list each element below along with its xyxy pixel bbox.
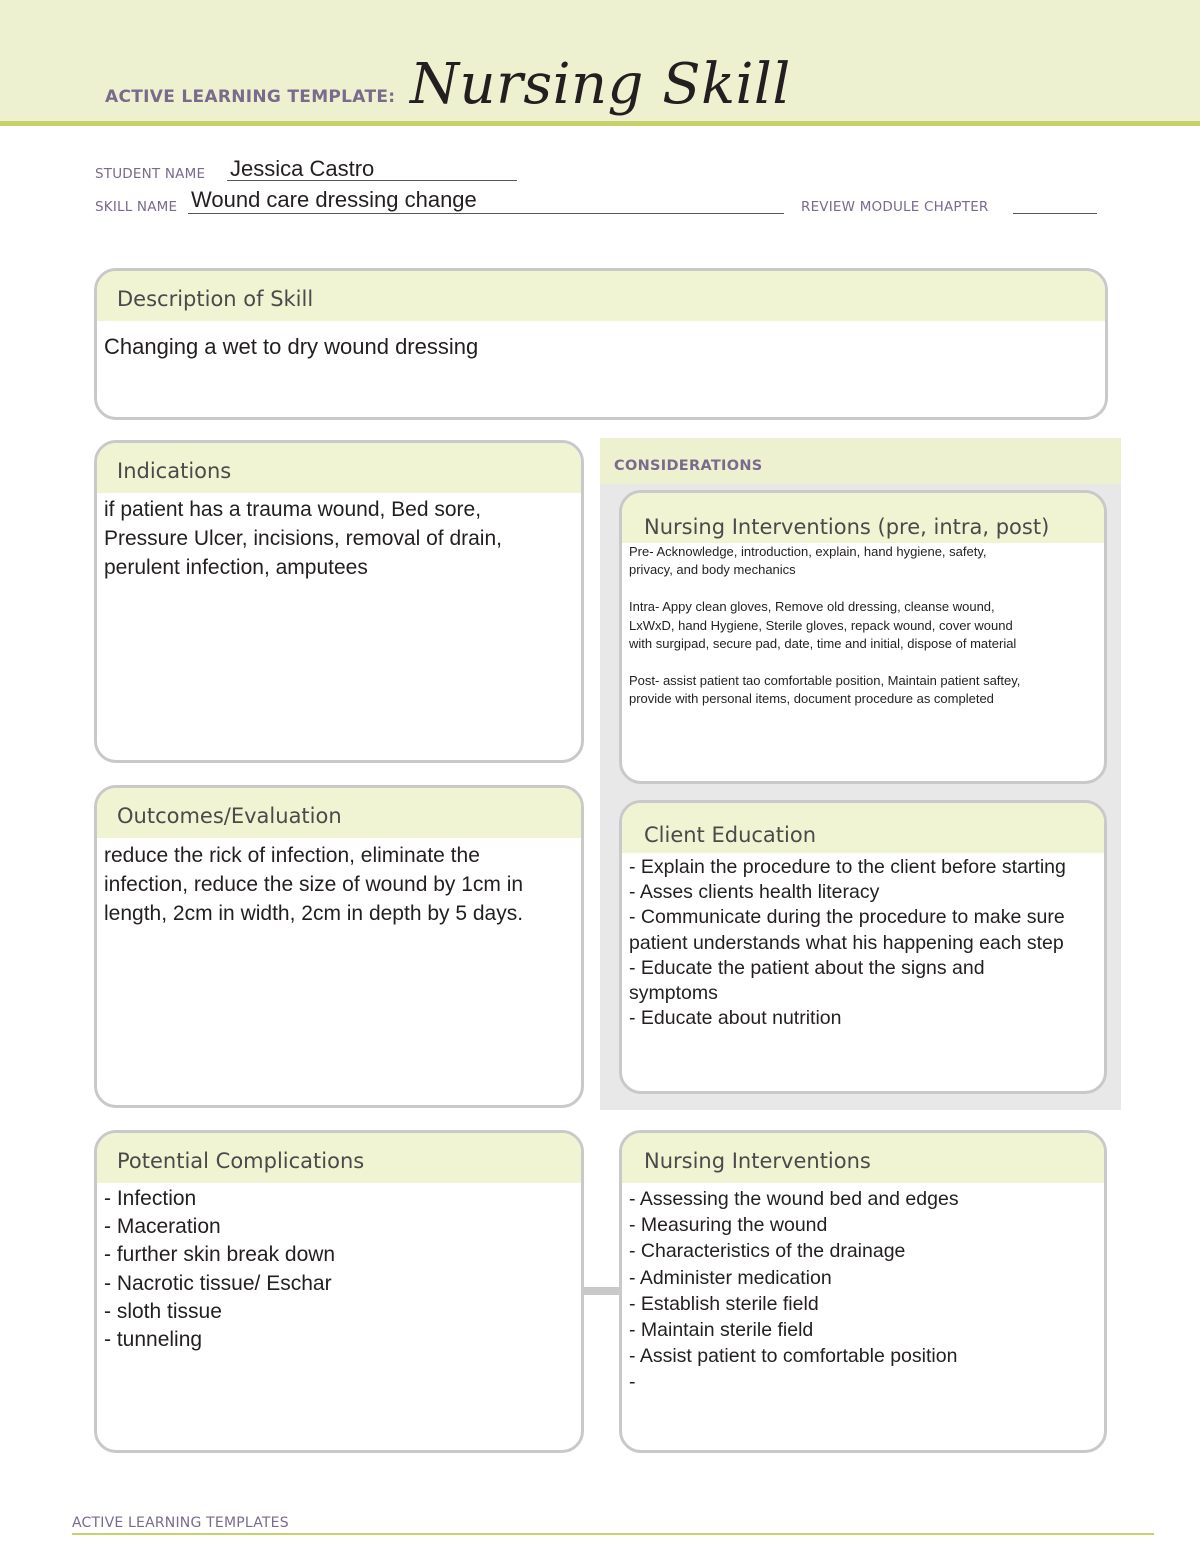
- complications-line: - tunneling: [104, 1328, 203, 1352]
- outcomes-line: length, 2cm in width, 2cm in depth by 5 days.: [104, 902, 524, 925]
- considerations-label: CONSIDERATIONS: [614, 458, 763, 474]
- complications-line: - Infection: [104, 1187, 197, 1210]
- indications-line: if patient has a trauma wound, Bed sore,: [104, 498, 482, 521]
- indications-title: Indications: [117, 459, 232, 483]
- card-connector: [583, 1287, 620, 1295]
- review-module-underline: [1013, 213, 1097, 214]
- nursing-interventions-line: -: [629, 1371, 636, 1394]
- nursing-interventions-ppp-title: Nursing Interventions (pre, intra, post): [644, 515, 1050, 539]
- outcomes-title: Outcomes/Evaluation: [117, 804, 342, 828]
- description-text[interactable]: Changing a wet to dry wound dressing: [104, 334, 479, 359]
- complications-line: - sloth tissue: [104, 1299, 222, 1323]
- template-label: ACTIVE LEARNING TEMPLATE:: [105, 87, 396, 107]
- nursing-interventions-header: [622, 1133, 1104, 1183]
- ppp-line: [629, 580, 1098, 598]
- footer-rule: [72, 1533, 1154, 1535]
- nursing-interventions-line: - Characteristics of the drainage: [629, 1240, 906, 1263]
- outcomes-line: infection, reduce the size of wound by 1cm in: [104, 873, 524, 896]
- nursing-interventions-line: - Measuring the wound: [629, 1214, 828, 1237]
- student-name-field[interactable]: Jessica Castro: [230, 156, 375, 181]
- indications-line: Pressure Ulcer, incisions, removal of drain,: [104, 527, 502, 550]
- description-card: [94, 268, 1108, 420]
- header-rule: [0, 121, 1200, 126]
- nursing-interventions-ppp-text[interactable]: [629, 543, 1098, 709]
- description-card-header: [97, 271, 1105, 321]
- student-name-label: STUDENT NAME: [95, 166, 206, 182]
- nursing-interventions-line: - Assist patient to comfortable position: [629, 1345, 958, 1368]
- ppp-line: Post- assist patient tao comfortable position, Maintain patient saftey,: [629, 672, 1021, 688]
- indications-card-header: [97, 443, 581, 493]
- nursing-interventions-line: - Maintain sterile field: [629, 1319, 814, 1342]
- complications-line: - Nacrotic tissue/ Eschar: [104, 1271, 332, 1295]
- ppp-line: Pre- Acknowledge, introduction, explain, hand hygiene, safety,: [629, 544, 987, 559]
- outcomes-text[interactable]: [104, 841, 575, 928]
- nursing-interventions-line: - Administer medication: [629, 1266, 832, 1289]
- client-education-text[interactable]: [629, 855, 1098, 1031]
- client-education-card: [619, 800, 1107, 1094]
- nursing-interventions-card: [619, 1130, 1107, 1453]
- client-education-line: - Asses clients health literacy: [629, 881, 880, 904]
- complications-line: - further skin break down: [104, 1243, 336, 1267]
- outcomes-line: reduce the rick of infection, eliminate the: [104, 844, 480, 867]
- indications-card: [94, 440, 584, 763]
- nursing-interventions-line: - Assessing the wound bed and edges: [629, 1188, 959, 1210]
- skill-name-field[interactable]: Wound care dressing change: [191, 187, 477, 212]
- client-education-line: - Educate the patient about the signs and: [629, 956, 985, 979]
- indications-line: perulent infection, amputees: [104, 556, 368, 579]
- outcomes-card: [94, 785, 584, 1108]
- review-module-label: REVIEW MODULE CHAPTER: [801, 199, 989, 215]
- footer-label: ACTIVE LEARNING TEMPLATES: [72, 1515, 289, 1531]
- complications-card-header: [97, 1133, 581, 1183]
- client-education-title: Client Education: [644, 823, 817, 847]
- complications-card: [94, 1130, 584, 1453]
- considerations-header: [600, 438, 1121, 484]
- client-education-line: - Explain the procedure to the client before starting: [629, 856, 1066, 878]
- skill-name-label: SKILL NAME: [95, 199, 178, 215]
- ppp-line: provide with personal items, document procedure as completed: [629, 691, 994, 707]
- ppp-line: LxWxD, hand Hygiene, Sterile gloves, repack wound, cover wound: [629, 617, 1013, 633]
- nursing-interventions-ppp-card: [619, 490, 1107, 784]
- complications-text[interactable]: [104, 1185, 575, 1354]
- client-education-header: [622, 803, 1104, 853]
- nursing-interventions-text[interactable]: [629, 1186, 1098, 1396]
- complications-line: - Maceration: [104, 1215, 221, 1239]
- nursing-interventions-ppp-header: [622, 493, 1104, 543]
- outcomes-card-header: [97, 788, 581, 838]
- ppp-line: privacy, and body mechanics: [629, 562, 796, 578]
- template-title: Nursing Skill: [410, 52, 791, 117]
- indications-text[interactable]: [104, 495, 575, 582]
- ppp-line: Intra- Appy clean gloves, Remove old dressing, cleanse wound,: [629, 599, 995, 615]
- client-education-line: patient understands what his happening each step: [629, 931, 1064, 954]
- skill-name-underline: [188, 213, 784, 214]
- ppp-line: [629, 653, 1098, 671]
- client-education-line: - Communicate during the procedure to make sure: [629, 906, 1065, 929]
- client-education-line: symptoms: [629, 982, 718, 1005]
- ppp-line: with surgipad, secure pad, date, time and initial, dispose of material: [629, 636, 1017, 652]
- description-title: Description of Skill: [117, 287, 314, 311]
- nursing-interventions-line: - Establish sterile field: [629, 1292, 819, 1315]
- nursing-interventions-title: Nursing Interventions: [644, 1149, 871, 1173]
- client-education-line: - Educate about nutrition: [629, 1007, 842, 1030]
- complications-title: Potential Complications: [117, 1149, 365, 1173]
